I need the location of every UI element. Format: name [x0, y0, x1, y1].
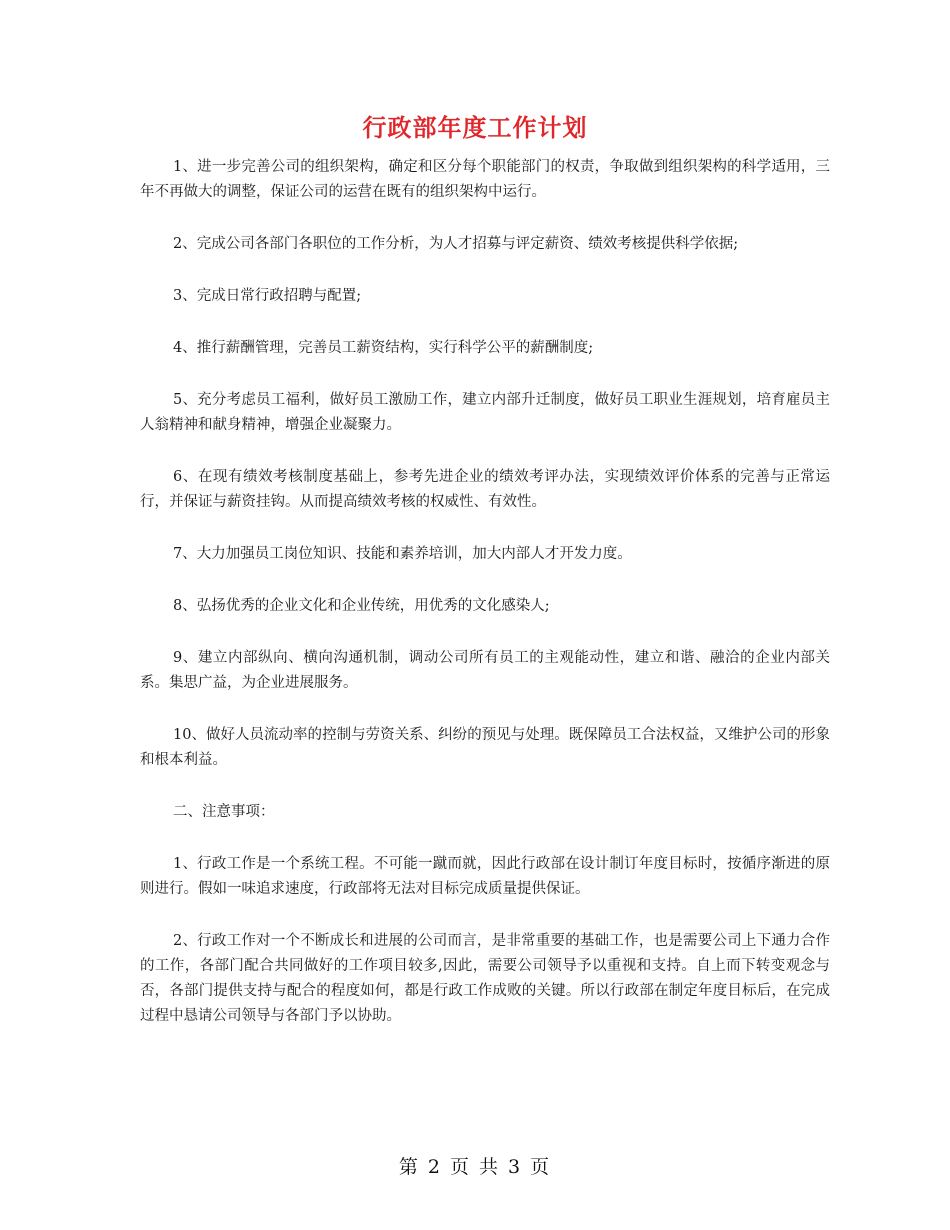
paragraph-9: 9、建立内部纵向、横向沟通机制，调动公司所有员工的主观能动性，建立和谐、融洽的企业内部关系。集思广益，为企业进展服务。: [140, 650, 830, 691]
paragraph-4: 4、推行薪酬管理，完善员工薪资结构，实行科学公平的薪酬制度;: [173, 340, 594, 356]
paragraph-2: 2、完成公司各部门各职位的工作分析，为人才招募与评定薪资、绩效考核提供科学依据;: [173, 236, 739, 252]
paragraph-5: 5、充分考虑员工福利，做好员工激励工作，建立内部升迁制度，做好员工职业生涯规划，培育雇员主人翁精神和献身精神，增强企业凝聚力。: [140, 392, 830, 433]
paragraph-10: 10、做好人员流动率的控制与劳资关系、纠纷的预见与处理。既保障员工合法权益，又维护公司的形象和根本利益。: [140, 727, 830, 768]
note-paragraph-1: 1、行政工作是一个系统工程。不可能一蹴而就，因此行政部在设计制订年度目标时，按循序渐进的原则进行。假如一味追求速度，行政部将无法对目标完成质量提供保证。: [140, 856, 830, 897]
page-number-footer: 第 2 页 共 3 页: [398, 1156, 552, 1178]
document-title: 行政部年度工作计划: [362, 113, 588, 142]
paragraph-1: 1、进一步完善公司的组织架构，确定和区分每个职能部门的权责，争取做到组织架构的科学适用，三年不再做大的调整，保证公司的运营在既有的组织架构中运行。: [140, 159, 830, 200]
paragraph-8: 8、弘扬优秀的企业文化和企业传统，用优秀的文化感染人;: [173, 598, 550, 614]
paragraph-3: 3、完成日常行政招聘与配置;: [173, 288, 362, 304]
paragraph-7: 7、大力加强员工岗位知识、技能和素养培训，加大内部人才开发力度。: [173, 546, 632, 562]
document-body: [140, 155, 830, 1056]
note-paragraph-2: 2、行政工作对一个不断成长和进展的公司而言，是非常重要的基础工作，也是需要公司上下通力合作的工作，各部门配合共同做好的工作项目较多,因此，需要公司领导予以重视和支持。自上而下转变观念与否，各部门提供支持与配合的程度如何，都是行政工作成败的关键。所以行政部在制定年度目标后，在完成过程中恳请公司领导与各部门予以协助。: [140, 933, 830, 1024]
section-heading-notes: 二、注意事项：: [173, 804, 275, 820]
paragraph-6: 6、在现有绩效考核制度基础上，参考先进企业的绩效考评办法，实现绩效评价体系的完善与正常运行，并保证与薪资挂钩。从而提高绩效考核的权威性、有效性。: [140, 469, 830, 510]
